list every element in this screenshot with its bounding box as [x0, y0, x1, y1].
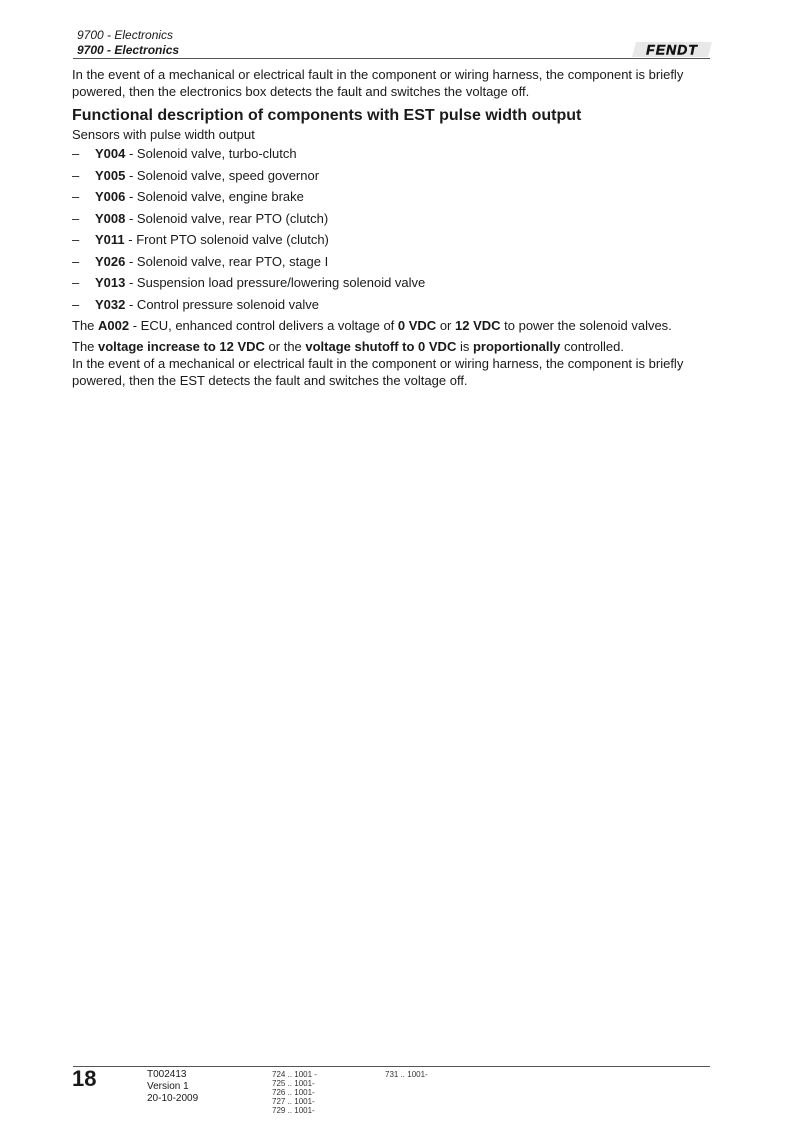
component-desc: - Control pressure solenoid valve: [125, 296, 320, 312]
serial-range-list: [272, 1070, 317, 1115]
component-code: Y011: [95, 232, 125, 247]
list-item: – Y006 - Solenoid valve, engine brake: [72, 189, 304, 204]
component-code: Y006: [95, 189, 126, 204]
serial-range: 724 .. 1001 -: [272, 1070, 317, 1079]
list-item: – Y008 - Solenoid valve, rear PTO (clutch): [72, 210, 329, 226]
component-code: Y032: [95, 296, 126, 312]
document-id: T002413: [147, 1069, 187, 1080]
component-code: Y004: [95, 146, 126, 161]
document-info: [147, 1069, 198, 1105]
list-item: – Y004 - Solenoid valve, turbo-clutch: [72, 146, 297, 161]
section-title: Functional description of components with EST pulse width output: [72, 107, 582, 124]
fendt-logo: [632, 42, 712, 57]
component-desc: - Front PTO solenoid valve (clutch): [124, 232, 329, 247]
page-number: 18: [72, 1066, 97, 1091]
component-code: Y005: [95, 167, 126, 183]
header-section: 9700 - Electronics: [77, 43, 180, 57]
list-item: – Y005 - Solenoid valve, speed governor: [72, 167, 320, 183]
voltage-paragraph: The A002 - ECU, enhanced control delivers a voltage of 0 VDC or 12 VDC to power the solenoid valves.: [72, 318, 672, 333]
header-chapter: 9700 - Electronics: [77, 28, 174, 42]
serial-range: 727 .. 1001-: [272, 1097, 315, 1106]
component-desc: - Solenoid valve, rear PTO (clutch): [125, 210, 329, 226]
page-body: [72, 66, 712, 389]
footer-divider: [73, 1066, 710, 1067]
document-date: 20-10-2009: [147, 1093, 199, 1104]
component-code: Y008: [95, 210, 126, 226]
intro-paragraph: In the event of a mechanical or electrical fault in the component or wiring harness, the component is briefly powered, then the electronics box detects the fault and switches the voltage off.: [72, 67, 684, 99]
serial-range-list: [385, 1070, 428, 1079]
serial-range: 725 .. 1001-: [272, 1079, 315, 1088]
component-desc: - Solenoid valve, rear PTO, stage I: [125, 253, 329, 269]
serial-range: 729 .. 1001-: [272, 1106, 315, 1115]
fault-paragraph: In the event of a mechanical or electrical fault in the component or wiring harness, the component is briefly powered, then the EST detects the fault and switches the voltage off.: [72, 356, 684, 388]
component-desc: - Solenoid valve, speed governor: [125, 167, 320, 183]
svg-text:FENDT: FENDT: [646, 42, 698, 57]
list-item: – Y013 - Suspension load pressure/lowering solenoid valve: [72, 275, 426, 290]
page-header: [77, 28, 710, 58]
list-item: – Y032 - Control pressure solenoid valve: [72, 296, 320, 312]
component-desc: - Solenoid valve, engine brake: [125, 189, 304, 204]
header-divider: [73, 58, 710, 59]
component-code: Y013: [95, 275, 126, 290]
serial-range: 731 .. 1001-: [385, 1070, 428, 1079]
component-list: [72, 143, 712, 315]
proportional-control-paragraph: The voltage increase to 12 VDC or the voltage shutoff to 0 VDC is proportionally controlled.: [72, 339, 624, 354]
document-version: Version 1: [147, 1081, 189, 1092]
list-item: – Y026 - Solenoid valve, rear PTO, stage I: [72, 253, 329, 269]
list-item: – Y011 - Front PTO solenoid valve (clutch): [72, 232, 329, 247]
component-desc: - Solenoid valve, turbo-clutch: [125, 146, 297, 161]
serial-range: 726 .. 1001-: [272, 1088, 315, 1097]
component-code: Y026: [95, 253, 126, 269]
section-subtitle: Sensors with pulse width output: [72, 127, 255, 142]
component-desc: - Suspension load pressure/lowering solenoid valve: [125, 275, 426, 290]
